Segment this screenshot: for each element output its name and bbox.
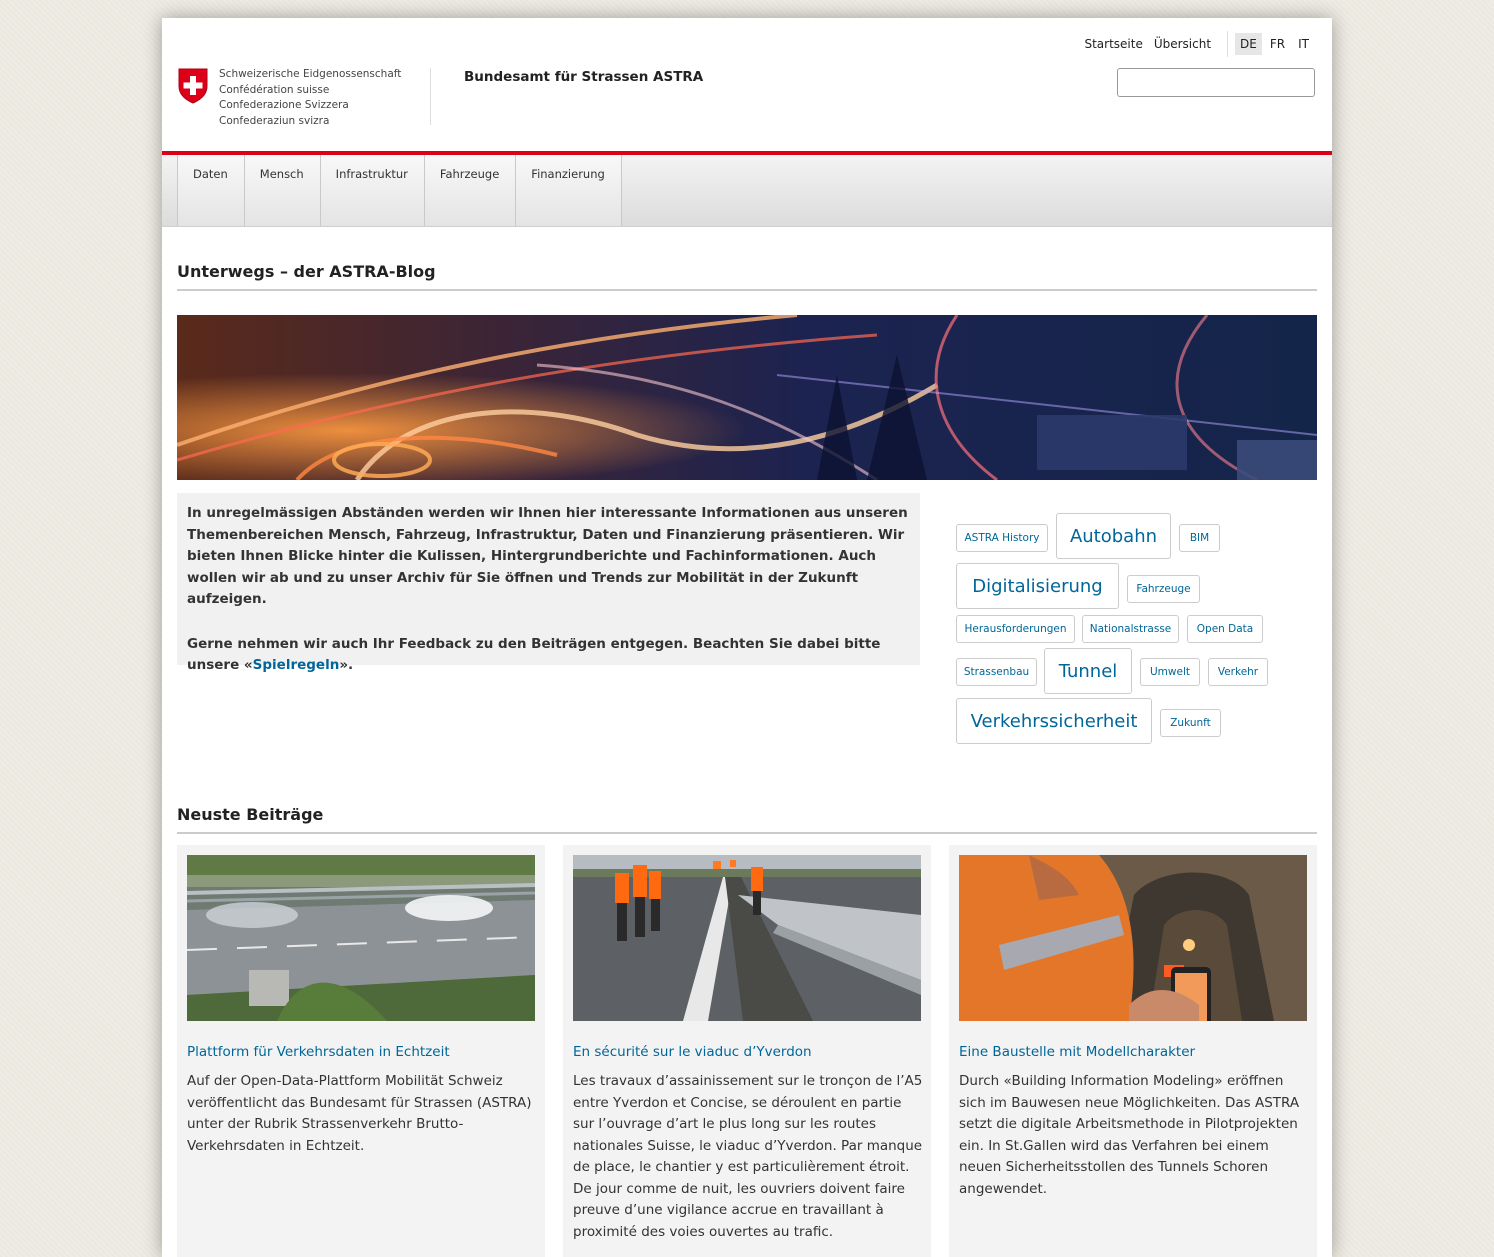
post-teaser: Les travaux d’assainissement sur le tronçon de l’A5 entre Yverdon et Concise, se déroulent en partie sur l’ouvrage d’art le plus long sur les routes nationales Suisse, le viaduc d’Yverdon. Par manque de place, le chantier y est particulièrement étroit. De jour comme de nuit, les ouvriers doivent faire preuve d’une vigilance accrue en travaillant à proximité des voies ouvertes au trafic.: [573, 1073, 923, 1240]
tag-tunnel[interactable]: Tunnel: [1044, 648, 1132, 694]
language-divider: [1227, 31, 1228, 57]
post-card[interactable]: [563, 845, 931, 1257]
language-fr[interactable]: FR: [1269, 37, 1286, 51]
tag-autobahn[interactable]: Autobahn: [1056, 513, 1171, 559]
overview-link[interactable]: Übersicht: [1153, 37, 1212, 51]
confederation-name-it: Confederazione Svizzera: [219, 99, 349, 111]
nav-item-infrastruktur[interactable]: Infrastruktur: [320, 155, 424, 226]
tag-umwelt[interactable]: Umwelt: [1140, 658, 1200, 686]
intro-paragraph-1: In unregelmässigen Abständen werden wir Ihnen hier interessante Informationen aus unseren Themenbereichen Mensch, Fahrzeug, Infrastruktur, Daten und Finanzierung präsentieren. Wir bieten Ihnen Blicke hinter die Kulissen, Hintergrundberichte und Fachinformationen. Auch wollen wir ab und zu unser Archiv für Sie öffnen und Trends zur Mobilität in der Zukunft aufzeigen.: [187, 505, 908, 607]
search-input[interactable]: [1117, 68, 1315, 97]
tag-zukunft[interactable]: Zukunft: [1160, 709, 1221, 737]
confederation-name-fr: Confédération suisse: [219, 83, 330, 96]
post-teaser: Durch «Building Information Modeling» eröffnen sich im Bauwesen neue Möglichkeiten. Das ASTRA setzt die digitale Arbeitsmethode in Pilotprojekten ein. In St.Gallen wird das Verfahren bei einem neuen Sicherheitsstollen des Tunnels Schoren angewendet.: [959, 1073, 1300, 1197]
office-name[interactable]: Bundesamt für Strassen ASTRA: [464, 69, 704, 85]
post-title[interactable]: Plattform für Verkehrsdaten in Echtzeit: [187, 1044, 450, 1060]
post-teaser: Auf der Open-Data-Plattform Mobilität Schweiz veröffentlicht das Bundesamt für Strassen (ASTRA) unter der Rubrik Strassenverkehr Brutto-Verkehrsdaten in Echtzeit.: [187, 1073, 532, 1154]
tag-open-data[interactable]: Open Data: [1187, 615, 1263, 643]
post-image[interactable]: [959, 855, 1307, 1021]
confederation-names: [219, 67, 401, 129]
tag-astra-history[interactable]: ASTRA History: [956, 524, 1048, 552]
home-link[interactable]: Startseite: [1084, 37, 1143, 51]
post-title[interactable]: En sécurité sur le viaduc d’Yverdon: [573, 1044, 812, 1060]
tag-verkehrssicherheit[interactable]: Verkehrssicherheit: [956, 698, 1152, 744]
top-navigation: [1073, 31, 1314, 57]
main-navigation: [162, 155, 1332, 227]
post-image[interactable]: [187, 855, 535, 1021]
nav-item-fahrzeuge[interactable]: Fahrzeuge: [424, 155, 515, 226]
swiss-coat-of-arms-icon: [177, 68, 209, 104]
latest-posts-title: Neuste Beiträge: [177, 805, 1317, 834]
tag-nationalstrasse[interactable]: Nationalstrasse: [1082, 615, 1179, 643]
tag-strassenbau[interactable]: Strassenbau: [956, 658, 1037, 686]
confederation-name-rm: Confederaziun svizra: [219, 114, 330, 127]
tunnel-worker-image: [959, 855, 1307, 1021]
post-image[interactable]: [573, 855, 921, 1021]
tag-bim[interactable]: BIM: [1179, 524, 1220, 552]
post-title[interactable]: Eine Baustelle mit Modellcharakter: [959, 1044, 1196, 1060]
post-card[interactable]: [177, 845, 545, 1257]
intro-text-before-link: Gerne nehmen wir auch Ihr Feedback zu den Beiträgen entgegen. Beachten Sie dabei bitte unsere «: [187, 635, 881, 673]
tag-digitalisierung[interactable]: Digitalisierung: [956, 563, 1119, 609]
intro-text-after-link: ».: [339, 657, 354, 673]
header-divider: [430, 68, 431, 125]
header: [162, 18, 1332, 151]
confederation-logo[interactable]: [177, 68, 401, 129]
banner-image: [177, 315, 1317, 480]
blog-intro: [177, 493, 920, 673]
language-it[interactable]: IT: [1298, 37, 1309, 51]
tag-verkehr[interactable]: Verkehr: [1208, 658, 1268, 686]
confederation-name-de: Schweizerische Eidgenossenschaft: [219, 68, 402, 80]
tag-fahrzeuge[interactable]: Fahrzeuge: [1127, 575, 1200, 603]
rules-link[interactable]: Spielregeln: [252, 657, 340, 673]
highway-night-image: [177, 315, 1317, 480]
nav-item-finanzierung[interactable]: Finanzierung: [515, 155, 622, 226]
blog-title: Unterwegs – der ASTRA-Blog: [177, 262, 1317, 291]
viaduct-workers-image: [573, 855, 921, 1021]
language-de[interactable]: DE: [1235, 33, 1262, 55]
intro-paragraph-2: [187, 634, 910, 677]
post-card[interactable]: [949, 845, 1317, 1257]
page: [162, 18, 1332, 1257]
nav-item-mensch[interactable]: Mensch: [244, 155, 320, 226]
highway-traffic-image: [187, 855, 535, 1021]
tag-herausforderungen[interactable]: Herausforderungen: [956, 615, 1075, 643]
nav-item-daten[interactable]: Daten: [177, 155, 244, 226]
